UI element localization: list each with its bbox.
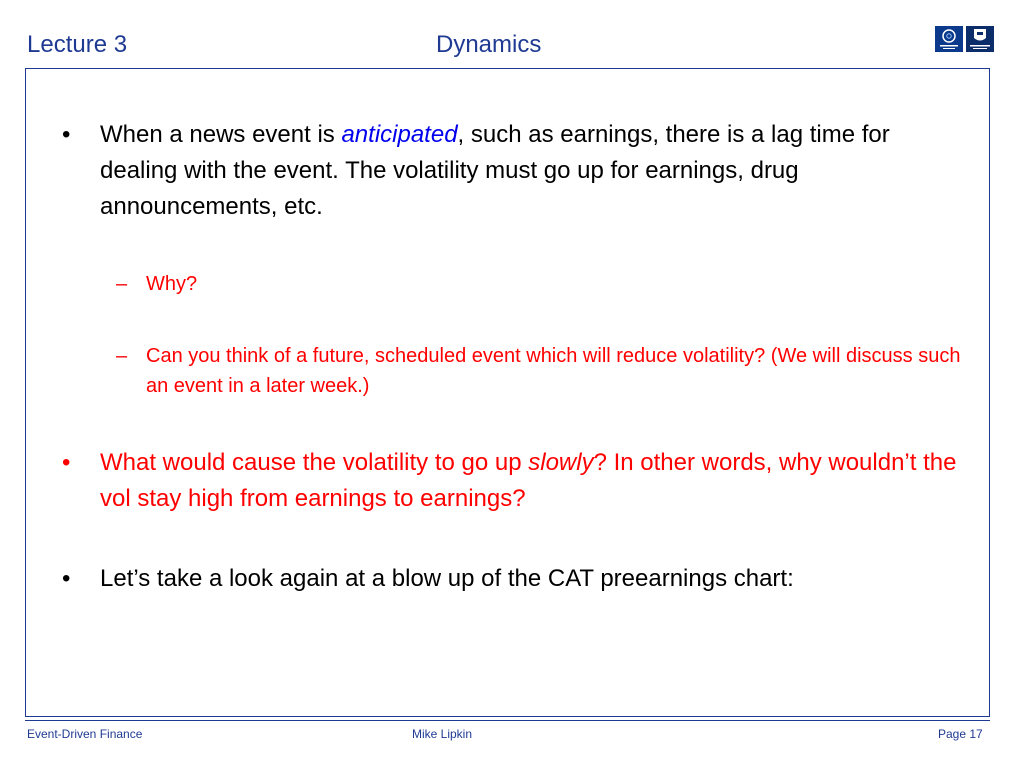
footer-course: Event-Driven Finance — [27, 727, 143, 741]
sub-bullet-1-text: Why? — [146, 273, 198, 295]
logos — [935, 26, 995, 52]
slide-title: Dynamics — [436, 31, 542, 58]
bullet-marker: • — [62, 449, 71, 476]
bullet-2 — [62, 445, 970, 517]
bullet-2-text-post: ? In other words, why wouldn’t the vol stay high from earnings to earnings? — [100, 449, 957, 512]
bullet-2-emphasis: slowly — [528, 449, 594, 476]
bullet-marker: • — [62, 121, 71, 148]
bullet-1-emphasis: anticipated — [341, 121, 458, 148]
bullet-3-text: Let’s take a look again at a blow up of the CAT preearnings chart: — [100, 565, 794, 592]
bullet-1-text-pre: When a news event is — [100, 121, 342, 148]
dash-marker: – — [116, 273, 128, 295]
said-business-school-logo — [935, 26, 963, 52]
bullet-3 — [62, 561, 970, 597]
dash-marker: – — [116, 345, 128, 367]
sub-bullet-1 — [116, 269, 966, 299]
footer-page-number: Page 17 — [938, 727, 983, 741]
bullet-1-text-post: , such as earnings, there is a lag time for dealing with the event. The volatility must go up for earnings, drug announcements, etc. — [100, 121, 890, 220]
bullet-1 — [62, 117, 960, 225]
bullet-marker: • — [62, 565, 71, 592]
sub-bullet-2-text: Can you think of a future, scheduled event which will reduce volatility? (We will discuss such an event in a later week.) — [146, 345, 961, 397]
footer-divider — [25, 720, 990, 721]
bullet-2-text-pre: What would cause the volatility to go up — [100, 449, 529, 476]
footer-author: Mike Lipkin — [412, 727, 473, 741]
lecture-label: Lecture 3 — [27, 31, 128, 58]
oxford-logo — [966, 26, 994, 52]
sub-bullet-2 — [116, 341, 966, 401]
